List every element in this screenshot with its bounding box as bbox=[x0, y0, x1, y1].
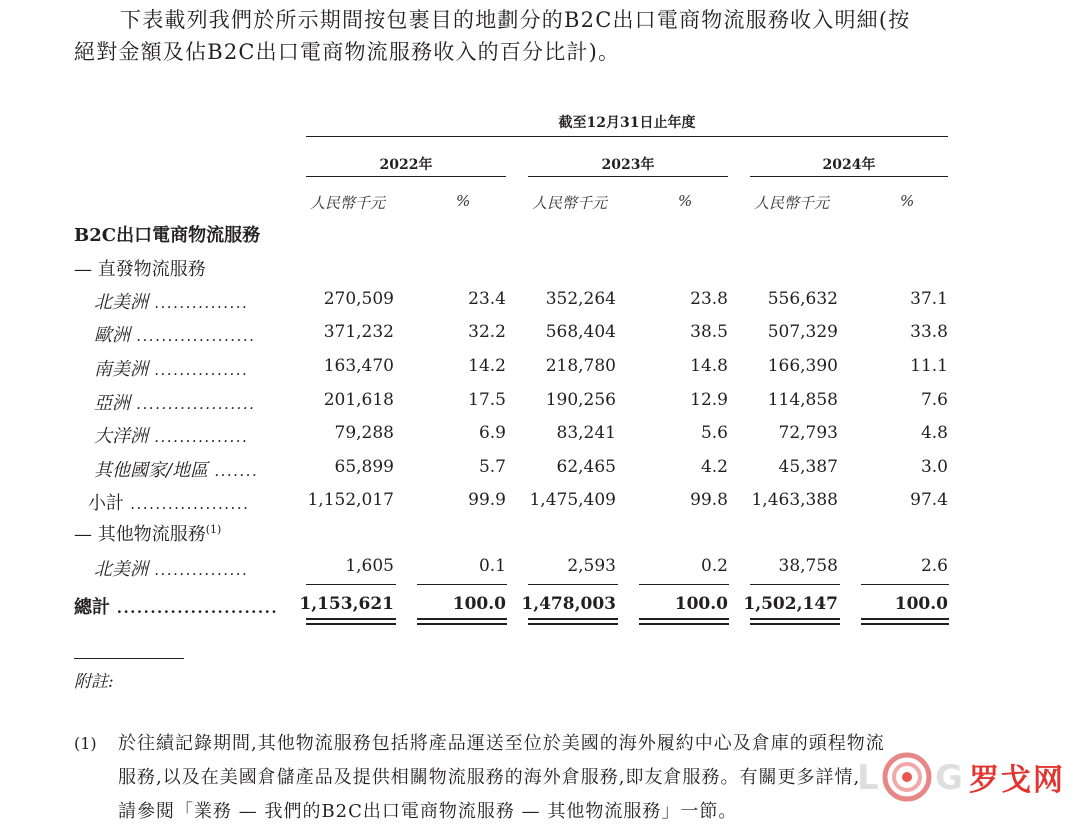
table-row-0-value-3: 23.8 bbox=[690, 289, 728, 309]
table-row-5-label bbox=[94, 456, 258, 482]
table-row-total-value-1: 100.0 bbox=[452, 594, 506, 614]
table-row-0-label bbox=[94, 288, 248, 314]
table-row-6-value-3: 99.8 bbox=[690, 490, 728, 510]
group-other-label: — 其他物流服務 bbox=[74, 524, 206, 545]
total-top-rule-5 bbox=[750, 584, 840, 585]
table-row-other-value-2: 2,593 bbox=[567, 556, 616, 576]
table-row-4-leader-dots: ............... bbox=[148, 428, 249, 446]
year-rule-2023 bbox=[528, 176, 728, 177]
table-row-0-value-1: 23.4 bbox=[468, 289, 506, 309]
unit-pct-2022: % bbox=[456, 192, 471, 210]
table-row-2-value-3: 14.8 bbox=[690, 356, 728, 376]
table-row-4-label-text: 大洋洲 bbox=[94, 426, 148, 447]
notes-title: 附註: bbox=[74, 672, 114, 692]
table-row-2-value-0: 163,470 bbox=[323, 356, 394, 376]
table-row-other-value-0: 1,605 bbox=[345, 556, 394, 576]
total-bottom-rule-3b bbox=[528, 623, 618, 625]
year-header-2022: 2022年 bbox=[379, 157, 433, 173]
table-row-5-value-1: 5.7 bbox=[478, 457, 506, 477]
table-row-other-value-4: 38,758 bbox=[778, 556, 838, 576]
table-row-3-value-4: 114,858 bbox=[767, 390, 838, 410]
table-row-0-value-2: 352,264 bbox=[545, 289, 616, 309]
table-row-total-value-2: 1,478,003 bbox=[521, 594, 616, 614]
table-row-1-label bbox=[94, 321, 255, 347]
table-row-6-value-5: 97.4 bbox=[910, 490, 948, 510]
footnote-line-1: 於往績記錄期間,其他物流服務包括將產品運送至位於美國的海外履約中心及倉庫的頭程物流 bbox=[118, 733, 885, 754]
log-logo-icon bbox=[855, 745, 965, 805]
table-row-4-value-1: 6.9 bbox=[478, 423, 506, 443]
table-row-total-value-4: 1,502,147 bbox=[743, 594, 838, 614]
table-row-total-value-5: 100.0 bbox=[894, 594, 948, 614]
table-row-total-label bbox=[74, 593, 278, 619]
total-bottom-rule-6a bbox=[861, 618, 949, 620]
table-row-6-value-0: 1,152,017 bbox=[307, 490, 394, 510]
table-row-2-label-text: 南美洲 bbox=[94, 359, 148, 380]
table-row-total-label-text: 總計 bbox=[74, 597, 110, 618]
table-row-total-leader-dots: ........................ bbox=[110, 599, 279, 617]
watermark-text: 罗戈网 bbox=[969, 763, 1065, 798]
table-row-4-value-2: 83,241 bbox=[556, 423, 616, 443]
table-row-4-value-5: 4.8 bbox=[920, 423, 948, 443]
total-bottom-rule-1b bbox=[306, 623, 396, 625]
table-row-3-label bbox=[94, 389, 255, 415]
section-title: B2C出口電商物流服務 bbox=[74, 225, 261, 246]
table-row-3-value-2: 190,256 bbox=[545, 390, 616, 410]
notes-separator bbox=[74, 658, 184, 659]
period-header: 截至12月31日止年度 bbox=[558, 115, 696, 131]
table-row-2-value-4: 166,390 bbox=[767, 356, 838, 376]
total-top-rule-1 bbox=[306, 584, 396, 585]
year-rule-2022 bbox=[306, 176, 506, 177]
table-row-other-value-5: 2.6 bbox=[920, 556, 948, 576]
table-row-5-value-3: 4.2 bbox=[700, 457, 728, 477]
table-row-6-value-4: 1,463,388 bbox=[751, 490, 838, 510]
table-row-2-label bbox=[94, 355, 248, 381]
svg-text:G: G bbox=[935, 758, 963, 798]
table-row-0-leader-dots: ............... bbox=[148, 294, 249, 312]
table-row-1-value-4: 507,329 bbox=[767, 322, 838, 342]
table-row-1-leader-dots: ................... bbox=[130, 327, 256, 345]
footnote-number: (1) bbox=[74, 734, 97, 753]
table-row-5-value-2: 62,465 bbox=[556, 457, 616, 477]
footnote-text bbox=[118, 727, 978, 829]
total-bottom-rule-4b bbox=[639, 623, 729, 625]
total-top-rule-4 bbox=[639, 584, 729, 585]
table-row-1-value-1: 32.2 bbox=[468, 322, 506, 342]
table-row-0-value-5: 37.1 bbox=[910, 289, 948, 309]
total-top-rule-2 bbox=[417, 584, 507, 585]
unit-amount-2022: 人民幣千元 bbox=[310, 194, 386, 212]
table-row-0-value-0: 270,509 bbox=[323, 289, 394, 309]
table-row-2-value-2: 218,780 bbox=[545, 356, 616, 376]
table-row-2-value-1: 14.2 bbox=[468, 356, 506, 376]
table-row-0-label-text: 北美洲 bbox=[94, 292, 148, 313]
watermark bbox=[855, 745, 1075, 805]
table-row-5-leader-dots: ....... bbox=[208, 462, 259, 480]
unit-pct-2024: % bbox=[900, 192, 915, 210]
unit-amount-2023: 人民幣千元 bbox=[532, 194, 608, 212]
table-row-6-leader-dots: ................... bbox=[124, 495, 250, 513]
group-other-title bbox=[74, 520, 221, 546]
footnote-ref: (1) bbox=[205, 523, 222, 536]
table-row-3-label-text: 亞洲 bbox=[94, 393, 130, 414]
intro-line-1: 下表載列我們於所示期間按包裹目的地劃分的B2C出口電商物流服務收入明細(按 bbox=[120, 8, 911, 32]
total-bottom-rule-5b bbox=[750, 623, 840, 625]
intro-line-2: 絕對金額及佔B2C出口電商物流服務收入的百分比計)。 bbox=[74, 40, 621, 64]
table-row-3-value-1: 17.5 bbox=[468, 390, 506, 410]
total-bottom-rule-4a bbox=[639, 618, 729, 620]
total-bottom-rule-3a bbox=[528, 618, 618, 620]
unit-amount-2024: 人民幣千元 bbox=[754, 194, 830, 212]
svg-text:L: L bbox=[857, 758, 879, 798]
table-row-other-label bbox=[94, 555, 248, 581]
total-bottom-rule-5a bbox=[750, 618, 840, 620]
table-row-0-value-4: 556,632 bbox=[767, 289, 838, 309]
table-row-4-value-4: 72,793 bbox=[778, 423, 838, 443]
intro-paragraph bbox=[74, 4, 974, 68]
table-row-6-value-2: 1,475,409 bbox=[529, 490, 616, 510]
table-row-3-leader-dots: ................... bbox=[130, 395, 256, 413]
table-row-4-value-0: 79,288 bbox=[334, 423, 394, 443]
table-row-total-value-0: 1,153,621 bbox=[299, 594, 394, 614]
total-bottom-rule-2b bbox=[417, 623, 507, 625]
period-header-rule bbox=[306, 136, 948, 137]
group-direct-title: — 直發物流服務 bbox=[74, 259, 206, 280]
table-row-other-value-1: 0.1 bbox=[478, 556, 506, 576]
table-row-2-leader-dots: ............... bbox=[148, 361, 249, 379]
table-row-6-value-1: 99.9 bbox=[468, 490, 506, 510]
unit-pct-2023: % bbox=[678, 192, 693, 210]
year-header-2023: 2023年 bbox=[601, 157, 655, 173]
table-row-1-value-3: 38.5 bbox=[690, 322, 728, 342]
total-top-rule-6 bbox=[861, 584, 949, 585]
total-bottom-rule-6b bbox=[861, 623, 949, 625]
year-header-2024: 2024年 bbox=[822, 157, 876, 173]
total-top-rule-3 bbox=[528, 584, 618, 585]
footnote-line-3: 請參閱「業務 — 我們的B2C出口電商物流服務 — 其他物流服務」一節。 bbox=[118, 801, 738, 822]
total-bottom-rule-1a bbox=[306, 618, 396, 620]
table-row-other-value-3: 0.2 bbox=[700, 556, 728, 576]
table-row-5-value-4: 45,387 bbox=[778, 457, 838, 477]
year-rule-2024 bbox=[750, 176, 948, 177]
table-row-4-label bbox=[94, 422, 248, 448]
table-row-3-value-5: 7.6 bbox=[920, 390, 948, 410]
footnote-line-2: 服務,以及在美國倉儲產品及提供相關物流服務的海外倉服務,即友倉服務。有關更多詳情, bbox=[118, 767, 861, 788]
table-row-other-leader-dots: ............... bbox=[148, 561, 249, 579]
total-bottom-rule-2a bbox=[417, 618, 507, 620]
table-row-1-value-2: 568,404 bbox=[545, 322, 616, 342]
table-row-1-value-0: 371,232 bbox=[323, 322, 394, 342]
table-row-2-value-5: 11.1 bbox=[910, 356, 948, 376]
table-row-3-value-0: 201,618 bbox=[323, 390, 394, 410]
table-row-6-label bbox=[88, 489, 249, 515]
table-row-other-label-text: 北美洲 bbox=[94, 559, 148, 580]
table-row-5-value-5: 3.0 bbox=[920, 457, 948, 477]
table-row-6-label-text: 小計 bbox=[88, 493, 124, 514]
table-row-3-value-3: 12.9 bbox=[690, 390, 728, 410]
table-row-total-value-3: 100.0 bbox=[674, 594, 728, 614]
table-row-1-label-text: 歐洲 bbox=[94, 325, 130, 346]
table-row-5-label-text: 其他國家/地區 bbox=[94, 460, 209, 481]
table-row-5-value-0: 65,899 bbox=[334, 457, 394, 477]
table-row-1-value-5: 33.8 bbox=[910, 322, 948, 342]
table-row-4-value-3: 5.6 bbox=[700, 423, 728, 443]
